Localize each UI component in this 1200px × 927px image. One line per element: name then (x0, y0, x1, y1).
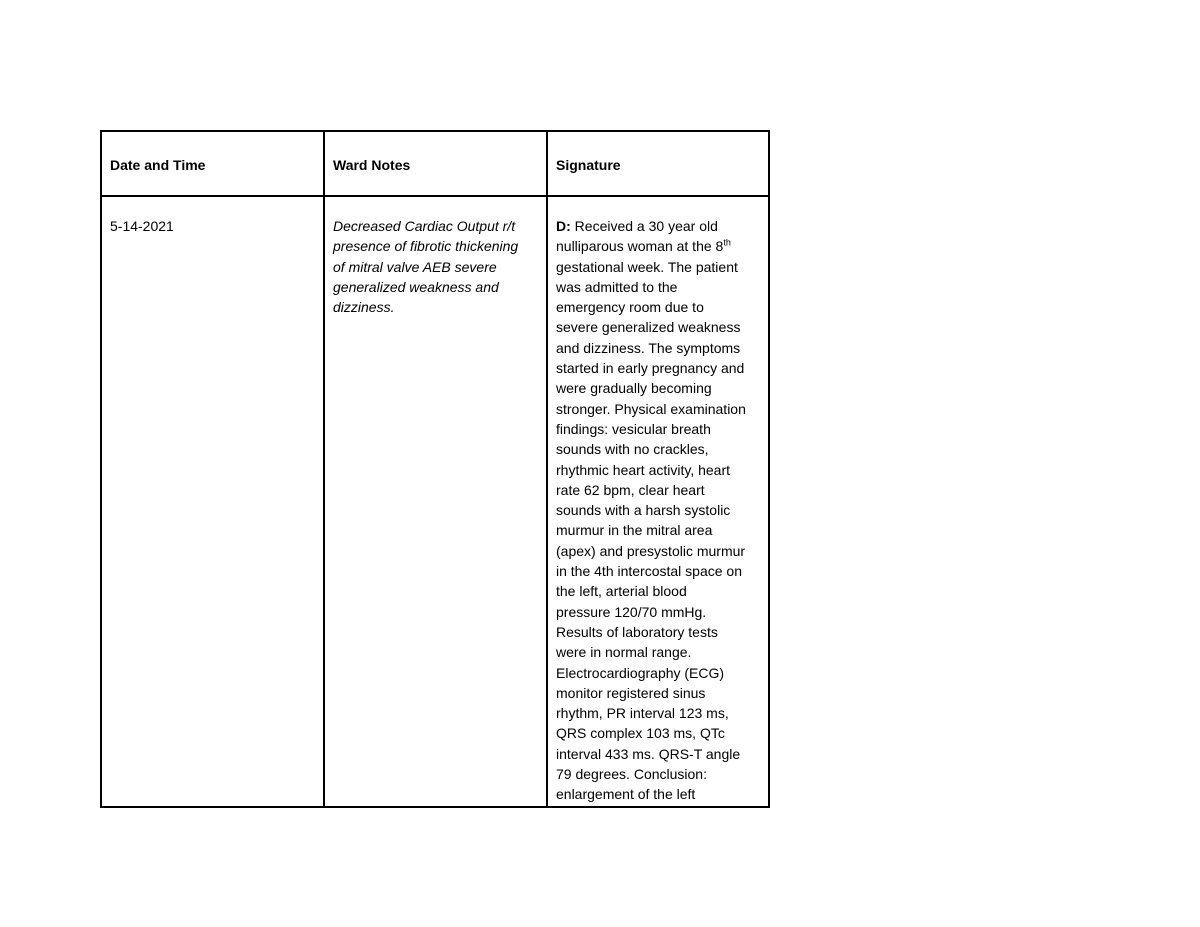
ward-note-line: presence of fibrotic thickening (333, 238, 519, 255)
date-text: 5-14-2021 (110, 218, 174, 234)
header-signature: Signature (548, 132, 768, 197)
signature-line: (apex) and presystolic murmur (556, 542, 746, 559)
signature-line: sounds with no crackles, (556, 441, 709, 458)
signature-line: interval 433 ms. QRS-T angle (556, 745, 741, 762)
signature-line: the left, arterial blood (556, 583, 687, 600)
signature-line: QRS complex 103 ms, QTc (556, 725, 725, 742)
signature-line: murmur in the mitral area (556, 522, 713, 539)
signature-line: emergency room due to (556, 299, 704, 316)
header-date-time: Date and Time (102, 132, 325, 197)
ward-note-cell (325, 197, 548, 806)
signature-line: were in normal range. (556, 644, 692, 661)
signature-line: and dizziness. The symptoms (556, 339, 741, 356)
signature-line-text: Received a 30 year old (570, 218, 718, 234)
signature-line: was admitted to the (556, 278, 678, 295)
signature-line: rhythmic heart activity, heart (556, 461, 731, 478)
signature-line (556, 216, 760, 236)
signature-line: enlargement of the left (556, 786, 696, 803)
signature-lead: D: (556, 218, 571, 234)
signature-line (556, 236, 760, 256)
ward-note-line: of mitral valve AEB severe (333, 258, 497, 275)
signature-line: monitor registered sinus (556, 684, 706, 701)
signature-line-text: nulliparous woman at the 8 (556, 238, 724, 255)
signature-lines (556, 257, 760, 805)
signature-line: were gradually becoming (556, 380, 712, 397)
signature-line: sounds with a harsh systolic (556, 502, 731, 519)
signature-line: pressure 120/70 mmHg. (556, 603, 707, 620)
signature-line: stronger. Physical examination (556, 400, 746, 417)
signature-line: findings: vesicular breath (556, 420, 711, 437)
signature-line: Electrocardiography (ECG) (556, 664, 725, 681)
signature-line: 79 degrees. Conclusion: (556, 766, 707, 783)
signature-line: gestational week. The patient (556, 258, 738, 275)
ward-note-line: generalized weakness and (333, 278, 499, 295)
superscript-th: th (723, 237, 731, 248)
signature-line: started in early pregnancy and (556, 360, 745, 377)
signature-cell (548, 197, 768, 806)
ward-note-line: dizziness. (333, 299, 395, 316)
signature-line: rhythm, PR interval 123 ms, (556, 705, 729, 722)
ward-notes-table (100, 130, 770, 808)
ward-note-line: Decreased Cardiac Output r/t (333, 218, 516, 234)
signature-line: rate 62 bpm, clear heart (556, 481, 705, 498)
signature-line: severe generalized weakness (556, 319, 741, 336)
header-ward-notes: Ward Notes (325, 132, 548, 197)
date-cell (102, 197, 325, 806)
signature-line: in the 4th intercostal space on (556, 563, 743, 580)
signature-line: Results of laboratory tests (556, 623, 718, 640)
